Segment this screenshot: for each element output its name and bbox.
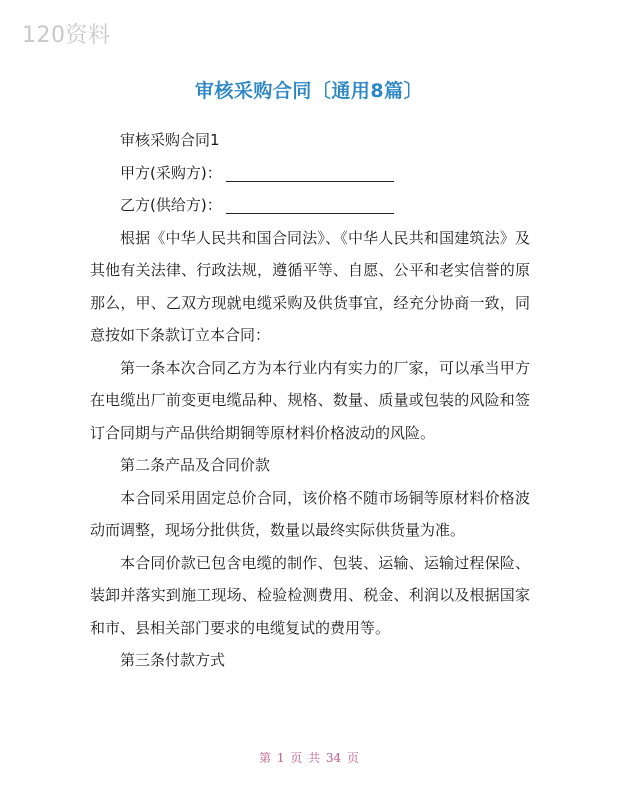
document-title: 审核采购合同〔通用8篇〕 [194,80,424,102]
party-b-blank-line [226,193,394,214]
contract-subtitle: 审核采购合同1 [120,131,220,149]
party-b-label: 乙方(供给方)： [120,196,222,214]
heading-article-2: 第二条产品及合同价款 [120,456,271,474]
paragraph-article-1: 第一条本次合同乙方为本行业内有实力的厂家，可以承当甲方在电缆出厂前变更电缆品种、规格、数量、质量或包装的风险和签订合同期与产品供给期铜等原材料价格波动的风险。 [90,358,530,442]
paragraph-price-includes: 本合同价款已包含电缆的制作、包装、运输、运输过程保险、装卸并落实到施工现场、检验检测费用、税金、利润以及根据国家和市、县相关部门要求的电缆复试的费用等。 [90,553,530,637]
party-a-blank-line [226,161,394,182]
heading-article-3: 第三条付款方式 [120,651,226,669]
party-b-row [90,189,530,222]
paragraph-preamble: 根据《中华人民共和国合同法》、《中华人民共和国建筑法》及其他有关法律、行政法规，遵循平等、自愿、公平和老实信誉的原那么，甲、乙双方现就电缆采购及供货事宜，经充分协商一致，同意按如下条款订立本合同： [90,228,530,344]
party-a-label: 甲方(采购方)： [120,163,222,182]
document-body [90,124,530,677]
page-indicator: 第 1 页 共 34 页 [259,751,359,765]
watermark-logo: 120资料 [22,23,111,48]
party-a-row [90,157,530,190]
paragraph-fixed-price: 本合同采用固定总价合同，该价格不随市场铜等原材料价格波动而调整，现场分批供货，数量以最终实际供货量为准。 [90,488,530,539]
